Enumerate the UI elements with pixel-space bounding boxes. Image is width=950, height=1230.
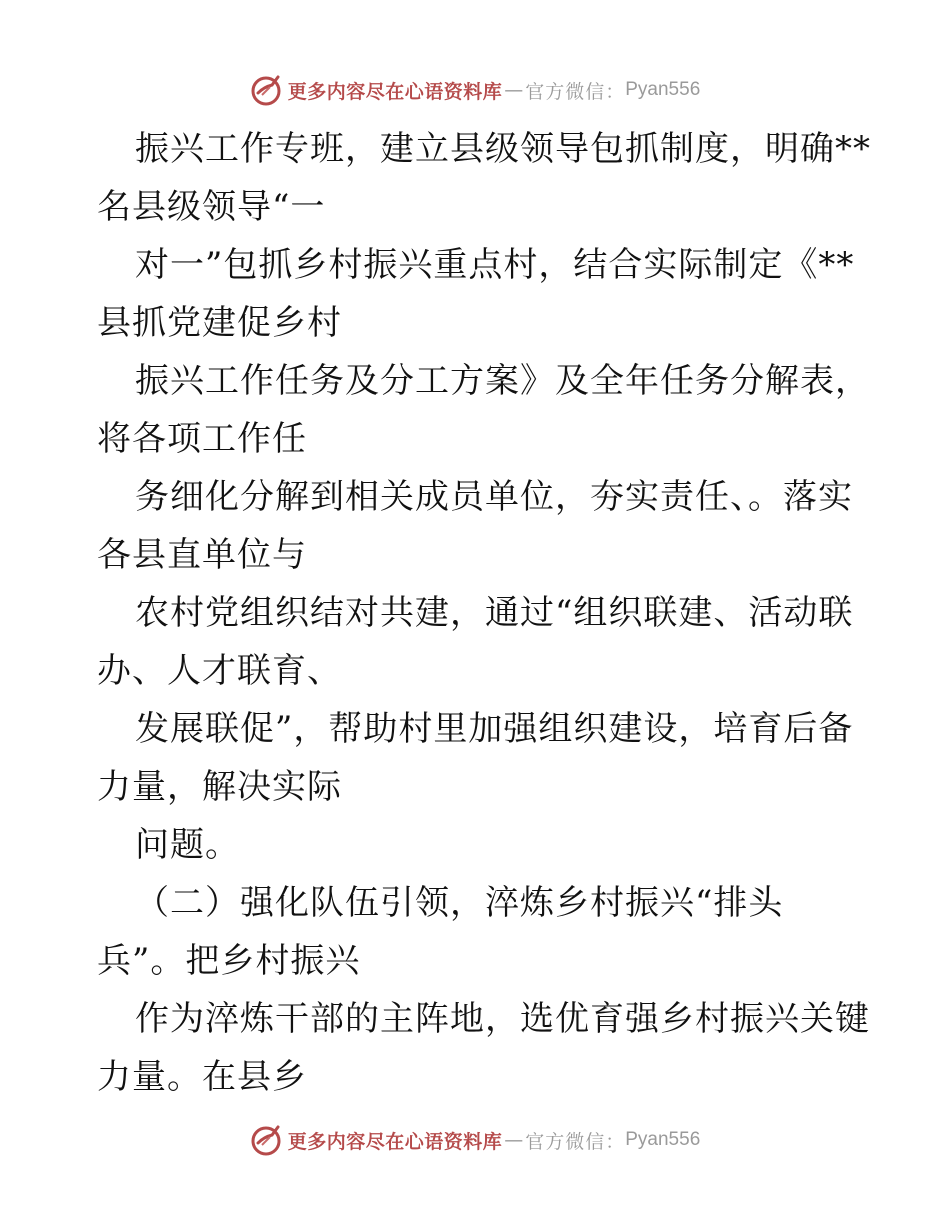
text-line: 振兴工作任务及分工方案》及全年任务分解表， xyxy=(135,361,870,401)
watermark-separator: — xyxy=(504,1129,524,1151)
text-line: 将各项工作任 xyxy=(97,419,307,459)
text-line: 力量，解决实际 xyxy=(97,767,342,807)
document-body xyxy=(97,120,871,1106)
text-line: 发展联促”，帮助村里加强组织建设，培育后备 xyxy=(135,709,854,749)
watermark-wechat-id: Pyan556 xyxy=(625,1129,701,1150)
text-line: （二）强化队伍引领，淬炼乡村振兴“排头 xyxy=(135,883,784,923)
watermark-site-text: 更多内容尽在心语资料库 xyxy=(287,80,503,103)
header-watermark xyxy=(0,70,950,110)
watermark-wechat-id: Pyan556 xyxy=(625,79,701,100)
watermark-site-text: 更多内容尽在心语资料库 xyxy=(287,1130,503,1153)
text-line: 各县直单位与 xyxy=(97,535,307,575)
pen-logo-icon xyxy=(250,1123,284,1157)
text-line: 力量。在县乡 xyxy=(97,1057,307,1097)
text-line: 问题。 xyxy=(135,825,240,865)
watermark-wechat-label: 官方微信： xyxy=(525,1130,626,1153)
text-line: 务细化分解到相关成员单位，夯实责任、。落实 xyxy=(135,477,853,517)
footer-watermark xyxy=(0,1120,950,1160)
text-line: 县抓党建促乡村 xyxy=(97,303,342,343)
text-line: 农村党组织结对共建，通过“组织联建、活动联 xyxy=(135,593,854,633)
text-line: 作为淬炼干部的主阵地，选优育强乡村振兴关键 xyxy=(135,999,870,1039)
text-line: 办、人才联育、 xyxy=(97,651,342,691)
pen-logo-icon xyxy=(250,73,284,107)
watermark-wechat-label: 官方微信： xyxy=(525,80,626,103)
watermark-separator: — xyxy=(504,79,524,101)
text-line: 对一”包抓乡村振兴重点村，结合实际制定《** xyxy=(135,245,855,285)
text-line: 振兴工作专班，建立县级领导包抓制度，明确** xyxy=(135,129,871,169)
text-line: 名县级领导“一 xyxy=(97,187,326,227)
text-line: 兵”。把乡村振兴 xyxy=(97,941,361,981)
